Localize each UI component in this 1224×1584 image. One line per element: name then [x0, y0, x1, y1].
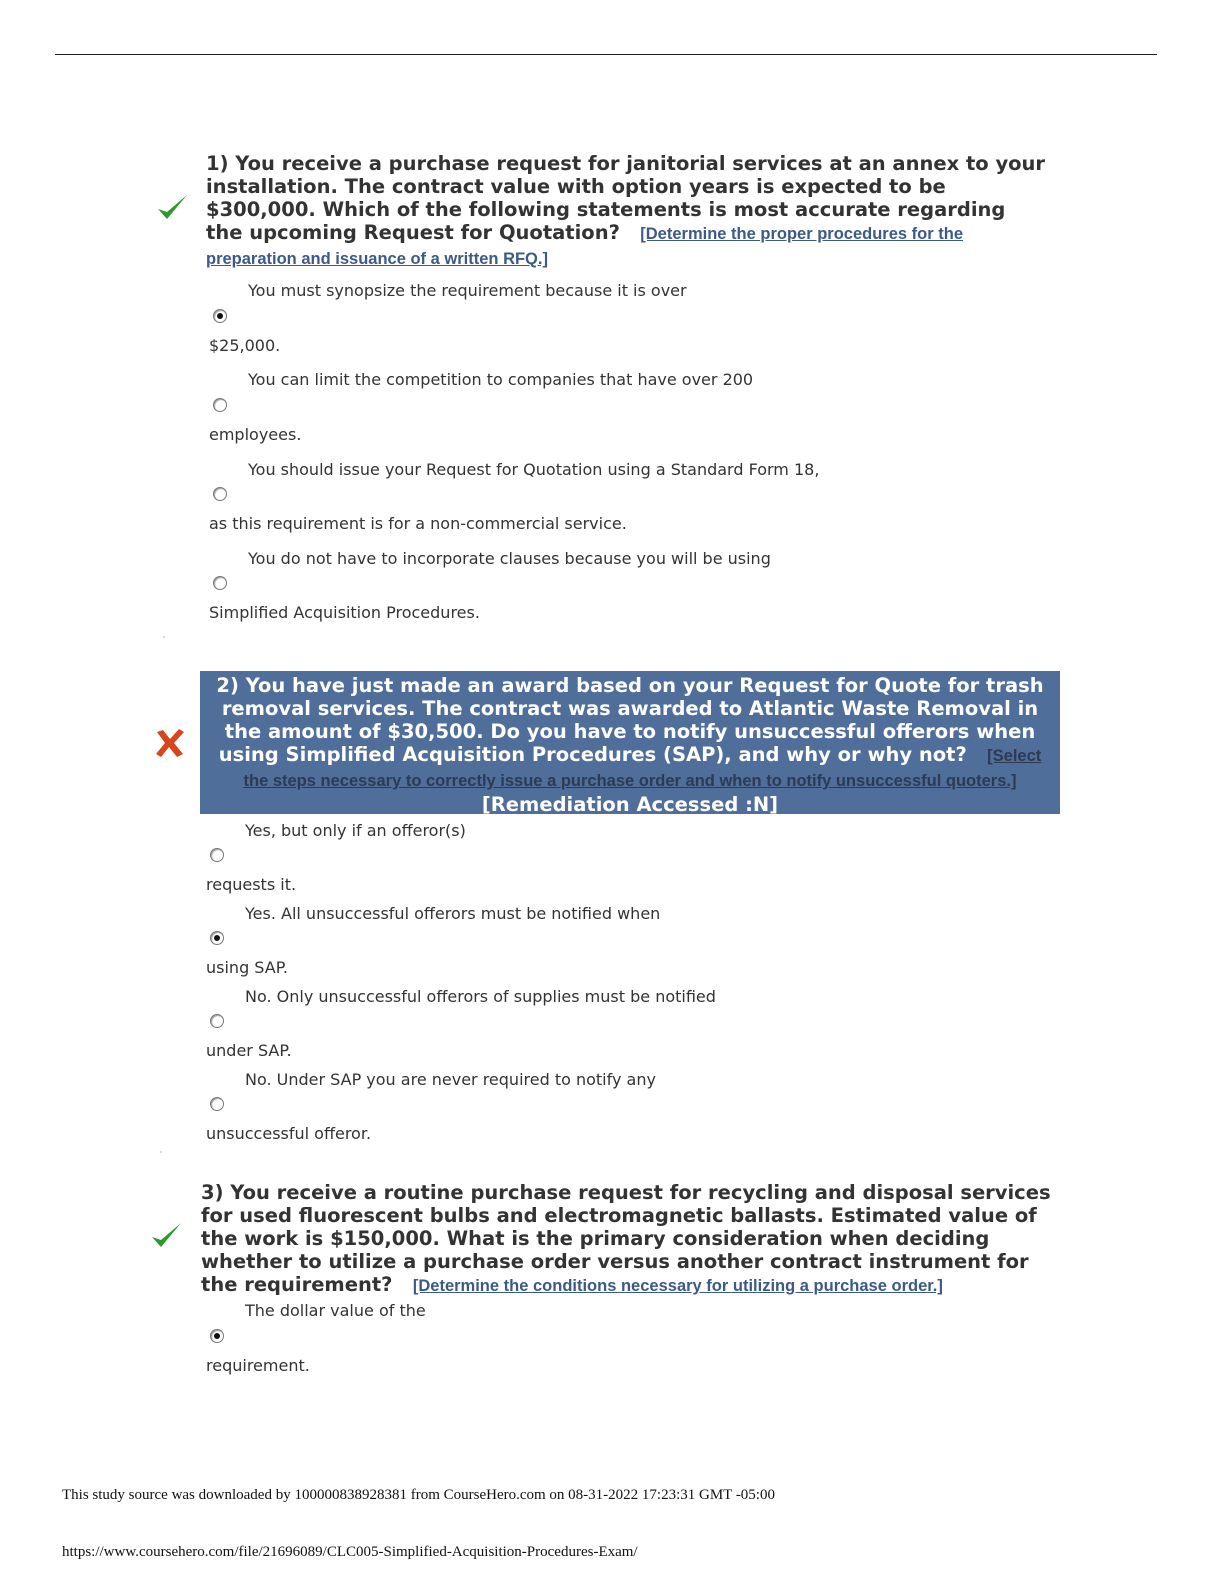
question-2-hint-link[interactable]: [Select the steps necessary to correctly issue a purchase order and when to notify unsuccessful quoters.] — [243, 747, 1042, 790]
question-1-hint-link[interactable]: [Determine the proper procedures for the preparation and issuance of a written RFQ.] — [206, 225, 963, 268]
question-1-text — [206, 152, 1046, 271]
option-label-line2: employees. — [209, 425, 302, 444]
question-2-text — [206, 674, 1054, 816]
radio-button[interactable] — [213, 487, 227, 501]
radio-button[interactable] — [210, 1014, 224, 1028]
radio-button[interactable] — [210, 848, 224, 862]
question-3-text — [201, 1181, 1071, 1298]
option-label-line2: as this requirement is for a non-commercial service. — [209, 514, 627, 533]
option-label-line1: You do not have to incorporate clauses because you will be using — [248, 549, 771, 568]
option-label-line2: requests it. — [206, 875, 297, 894]
option-label-line1: Yes. All unsuccessful offerors must be notified when — [245, 904, 661, 923]
option-label-line1: Yes, but only if an offeror(s) — [245, 821, 466, 840]
source-url[interactable]: https://www.coursehero.com/file/21696089/CLC005-Simplified-Acquisition-Procedures-Exam/ — [62, 1544, 638, 1560]
option-label-line2: under SAP. — [206, 1041, 292, 1060]
check-icon — [155, 191, 189, 225]
option-label-line2: using SAP. — [206, 958, 288, 977]
question-1-prompt: 1) You receive a purchase request for janitorial services at an annex to your installation. The contract value with option years is expected to be $300,000. Which of the following statements is most accurate regarding the upcoming Request for Quotation? — [206, 152, 1046, 244]
option-label-line2: $25,000. — [209, 336, 281, 355]
radio-button[interactable] — [213, 398, 227, 412]
option-label-line2: unsuccessful offeror. — [206, 1124, 372, 1143]
radio-button-selected[interactable] — [210, 931, 224, 945]
radio-button[interactable] — [213, 576, 227, 590]
option-label-line1: You should issue your Request for Quotation using a Standard Form 18, — [248, 460, 820, 479]
option-label-line1: The dollar value of the — [245, 1301, 426, 1320]
check-icon — [149, 1219, 183, 1253]
radio-button[interactable] — [210, 1097, 224, 1111]
option-label-line1: No. Under SAP you are never required to notify any — [245, 1070, 656, 1089]
radio-button-selected[interactable] — [210, 1329, 224, 1343]
option-label-line1: You must synopsize the requirement because it is over — [248, 281, 687, 300]
question-3-hint-link[interactable]: [Determine the conditions necessary for utilizing a purchase order.] — [412, 1277, 943, 1295]
option-label-line1: You can limit the competition to companies that have over 200 — [248, 370, 754, 389]
scan-speck — [160, 1151, 162, 1153]
radio-button-selected[interactable] — [213, 309, 227, 323]
top-rule — [55, 54, 1157, 55]
x-icon — [153, 726, 187, 760]
option-label-line1: No. Only unsuccessful offerors of supplies must be notified — [245, 987, 716, 1006]
option-label-line2: Simplified Acquisition Procedures. — [209, 603, 480, 622]
option-label-line2: requirement. — [206, 1356, 310, 1375]
question-3-prompt: 3) You receive a routine purchase request for recycling and disposal services for used fluorescent bulbs and electromagnetic ballasts. Estimated value of the work is $150,000. What is the primary consideration when deciding whether to utilize a purchase order versus another contract instrument for the requirement? — [201, 1181, 1051, 1296]
question-2-prompt: 2) You have just made an award based on your Request for Quote for trash removal services. The contract was awarded to Atlantic Waste Removal in the amount of $30,500. Do you have to notify unsuccessful offerors when using Simplified Acquisition Procedures (SAP), and why or why not? — [216, 674, 1044, 766]
download-note: This study source was downloaded by 100000838928381 from CourseHero.com on 08-31-2022 17:23:31 GMT -05:00 — [62, 1487, 775, 1503]
remediation-status: [Remediation Accessed :N] — [481, 793, 779, 816]
scan-speck — [163, 636, 165, 638]
